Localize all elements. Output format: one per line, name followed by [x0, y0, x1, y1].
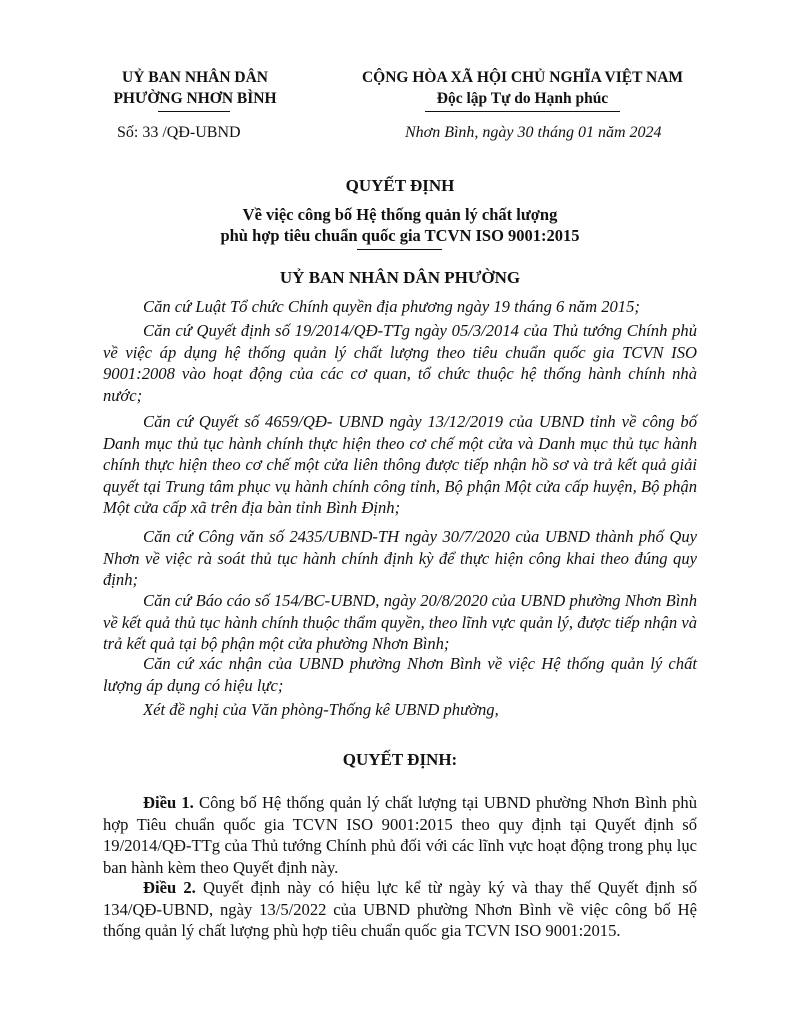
title-underline	[357, 249, 442, 250]
national-title: CỘNG HÒA XÃ HỘI CHỦ NGHĨA VIỆT NAM	[361, 69, 684, 86]
motto-underline	[425, 111, 620, 112]
article-text: Công bố Hệ thống quản lý chất lượng tại UBND phường Nhơn Bình phù hợp Tiêu chuẩn quốc gia TCVN ISO 9001:2015 theo quy định tại Quyết định số 19/2014/QĐ-TTg của Thủ tướng Chính phủ đối với các lĩnh vực hoạt động trong phụ lục ban hành kèm theo Quyết định này.	[103, 793, 698, 877]
article-1	[103, 792, 697, 878]
decision-heading: QUYẾT ĐỊNH:	[342, 750, 458, 769]
article-label: Điều 2.	[143, 878, 196, 897]
article-label: Điều 1.	[143, 793, 194, 812]
issuing-authority: UỶ BAN NHÂN DÂN PHƯỜNG	[279, 268, 521, 287]
subject-line1: Về việc công bố Hệ thống quản lý chất lượng	[242, 205, 558, 224]
preamble-item: Căn cứ Công văn số 2435/UBND-TH ngày 30/7/2020 của UBND thành phố Quy Nhơn về việc rà soát thủ tục hành chính định kỳ để thực hiện công khai theo đúng quy định;	[103, 527, 697, 590]
article-2	[103, 877, 697, 942]
national-motto: Độc lập Tự do Hạnh phúc	[436, 90, 609, 107]
preamble-item: Căn cứ Báo cáo số 154/BC-UBND, ngày 20/8/2020 của UBND phường Nhơn Bình về kết quả thủ tục hành chính thuộc thẩm quyền, theo lĩnh vực quản lý, được tiếp nhận và trả kết quả tại bộ phận một cửa phường Nhơn Bình;	[103, 591, 697, 654]
document-title: QUYẾT ĐỊNH	[345, 176, 455, 195]
article-text: Quyết định này có hiệu lực kể từ ngày ký và thay thế Quyết định số 134/QĐ-UBND, ngày 13/5/2022 của UBND phường Nhơn Bình về việc công bố Hệ thống quản lý chất lượng phù hợp tiêu chuẩn quốc gia TCVN ISO 9001:2015.	[103, 878, 698, 941]
place-date: Nhơn Bình, ngày 30 tháng 01 năm 2024	[405, 124, 662, 141]
preamble-item: Xét đề nghị của Văn phòng-Thống kê UBND phường,	[143, 700, 499, 719]
document-number: Số: 33 /QĐ-UBND	[117, 124, 241, 141]
preamble-item: Căn cứ Quyết định số 19/2014/QĐ-TTg ngày 05/3/2014 của Thủ tướng Chính phủ về việc áp dụng hệ thống quản lý chất lượng theo tiêu chuẩn quốc gia TCVN ISO 9001:2008 vào hoạt động của các cơ quan, tổ chức thuộc hệ thống hành chính nhà nước;	[103, 321, 697, 405]
agency-name-line1: UỶ BAN NHÂN DÂN	[122, 69, 268, 86]
preamble-item: Căn cứ Luật Tổ chức Chính quyền địa phương ngày 19 tháng 6 năm 2015;	[143, 297, 640, 316]
agency-name-line2: PHƯỜNG NHƠN BÌNH	[113, 90, 277, 107]
preamble-item: Căn cứ xác nhận của UBND phường Nhơn Bình về việc Hệ thống quản lý chất lượng áp dụng có hiệu lực;	[103, 654, 697, 695]
preamble-item: Căn cứ Quyết số 4659/QĐ- UBND ngày 13/12/2019 của UBND tỉnh về công bố Danh mục thủ tục hành chính thực hiện theo cơ chế một cửa và Danh mục thủ tục hành chính thực hiện theo cơ chế một cửa liên thông được tiếp nhận hồ sơ và trả kết quả giải quyết tại Trung tâm phục vụ hành chính công tỉnh, Bộ phận Một cửa cấp huyện, Bộ phận Một cửa cấp xã trên địa bàn tỉnh Bình Định;	[103, 412, 697, 518]
agency-underline	[158, 111, 230, 112]
subject-line2: phù hợp tiêu chuẩn quốc gia TCVN ISO 9001:2015	[220, 226, 580, 245]
